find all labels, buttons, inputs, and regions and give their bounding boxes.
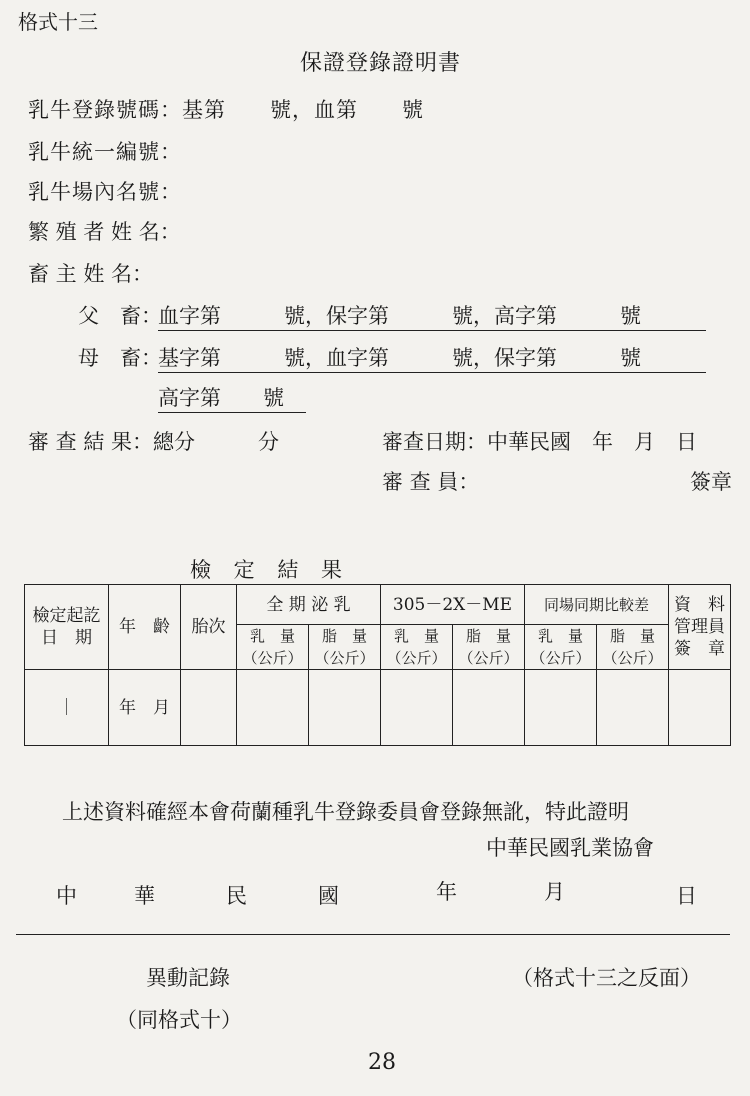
- date-char-zhong: 中: [56, 884, 77, 908]
- unified-number-field: 乳牛統一編號：: [28, 140, 182, 164]
- table-caption: 檢 定 結 果: [190, 558, 351, 582]
- test-results-table: [24, 584, 731, 746]
- header-fat: 脂 量 （公斤）: [597, 625, 669, 670]
- table-row: [25, 670, 731, 746]
- cell: [525, 670, 597, 746]
- header-fat: 脂 量 （公斤）: [453, 625, 525, 670]
- dam-value: 基字第 號，血字第 號，保字第 號: [158, 342, 706, 373]
- page-number: 28: [368, 1050, 396, 1075]
- header-fat: 脂 量 （公斤）: [309, 625, 381, 670]
- sire-label: 父 畜：: [78, 304, 162, 328]
- header-start-end-date: 檢定起訖 日 期: [25, 585, 109, 670]
- inspector-label: 審 查 員：: [382, 470, 480, 494]
- registration-number-field: 乳牛登錄號碼：基第 號，血第 號: [28, 98, 424, 122]
- parity-cell: [181, 670, 237, 746]
- inspector-sign: 簽章: [690, 470, 732, 494]
- breeder-name-field: 繁 殖 者 姓 名：: [28, 220, 181, 244]
- header-milk: 乳 量 （公斤）: [237, 625, 309, 670]
- cell: [309, 670, 381, 746]
- same-as-note: （同格式十）: [116, 1008, 242, 1032]
- reverse-side-note: （格式十三之反面）: [512, 966, 701, 990]
- format-label: 格式十三: [18, 10, 98, 34]
- date-char-hua: 華: [134, 884, 155, 908]
- header-age: 年 齡: [109, 585, 181, 670]
- review-date: 審查日期：中華民國 年 月 日: [382, 430, 697, 454]
- header-305-me: 305－2X－ME: [381, 585, 525, 625]
- date-cell: ｜: [25, 670, 109, 746]
- date-char-day: 日: [676, 884, 697, 908]
- header-milk: 乳 量 （公斤）: [381, 625, 453, 670]
- cell: [597, 670, 669, 746]
- dam-label: 母 畜：: [78, 346, 162, 370]
- age-cell: 年 月: [109, 670, 181, 746]
- date-char-month: 月: [544, 880, 565, 904]
- header-milk: 乳 量 （公斤）: [525, 625, 597, 670]
- owner-name-field: 畜 主 姓 名：: [28, 262, 154, 286]
- change-record-label: 異動記錄: [146, 966, 230, 990]
- header-full-period: 全 期 泌 乳: [237, 585, 381, 625]
- date-char-year: 年: [436, 880, 457, 904]
- cell: [453, 670, 525, 746]
- document-title: 保證登錄證明書: [300, 51, 462, 76]
- date-char-min: 民: [226, 884, 247, 908]
- certification-text: 上述資料確經本會荷蘭種乳牛登錄委員會登錄無訛，特此證明: [62, 800, 629, 824]
- cell: [669, 670, 731, 746]
- review-result: 審 查 結 果：總分 分: [28, 430, 280, 454]
- cell: [237, 670, 309, 746]
- sire-value: 血字第 號，保字第 號，高字第 號: [158, 300, 706, 331]
- header-same-farm: 同場同期比較差: [525, 585, 669, 625]
- cell: [381, 670, 453, 746]
- farm-name-field: 乳牛場內名號：: [28, 180, 182, 204]
- date-char-guo: 國: [318, 884, 339, 908]
- dam-value-line2: 高字第 號: [158, 382, 306, 413]
- header-parity: 胎次: [181, 585, 237, 670]
- association-name: 中華民國乳業協會: [486, 836, 654, 860]
- header-manager: 資 料 管理員 簽 章: [669, 585, 731, 670]
- divider: [16, 934, 730, 935]
